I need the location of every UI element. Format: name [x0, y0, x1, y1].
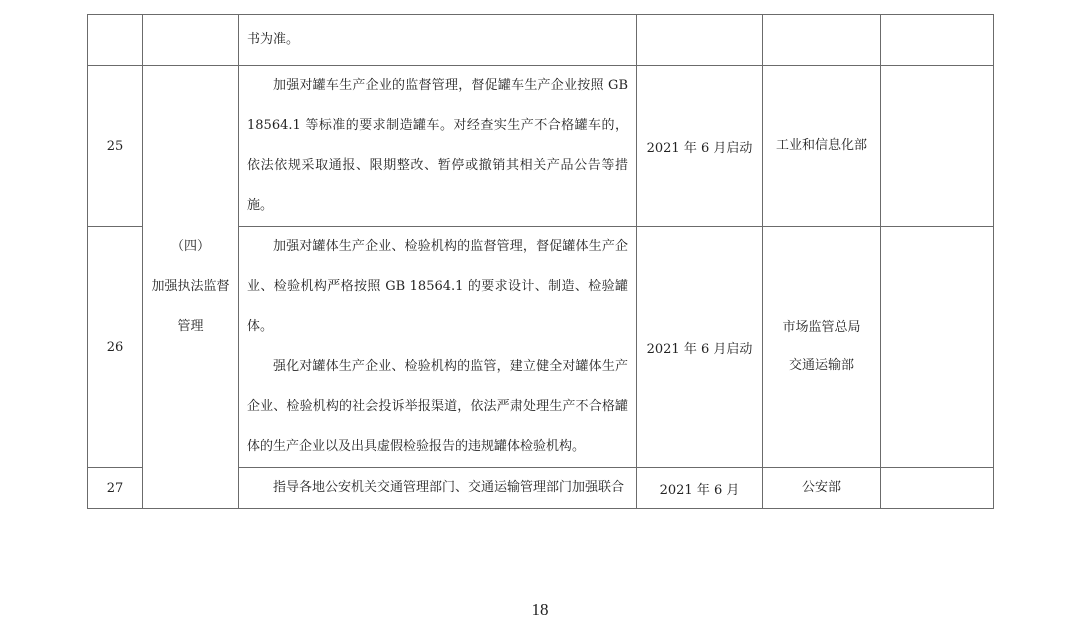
content-paragraph: 加强对罐体生产企业、检验机构的监督管理，督促罐体生产企业、检验机构严格按照 GB 18564.1 的要求设计、制造、检验罐体。 — [247, 239, 628, 334]
note-cell — [881, 468, 994, 509]
category-title-line1: 加强执法监督 — [151, 279, 230, 294]
note-cell — [881, 227, 994, 468]
category-index: （四） — [170, 239, 210, 254]
category-title-line2: 管理 — [177, 319, 204, 334]
content-paragraph: 指导各地公安机关交通管理部门、交通运输管理部门加强联合 — [273, 480, 625, 495]
department-cell — [763, 227, 881, 468]
row-number-cell — [88, 15, 143, 66]
table-row-previous — [88, 15, 994, 66]
content-paragraph: 加强对罐车生产企业的监督管理，督促罐车生产企业按照 GB 18564.1 等标准的要求制造罐车。对经查实生产不合格罐车的，依法依规采取通报、限期整改、暂停或撤销其相关产品公告等措施。 — [247, 78, 628, 213]
row-number-cell: 25 — [88, 66, 143, 227]
department-cell: 公安部 — [763, 468, 881, 509]
time-cell: 2021 年 6 月 — [637, 468, 763, 509]
content-paragraph: 强化对罐体生产企业、检验机构的监管，建立健全对罐体生产企业、检验机构的社会投诉举报渠道，依法严肃处理生产不合格罐体的生产企业以及出具虚假检验报告的违规罐体检验机构。 — [247, 359, 628, 454]
content-paragraph: 书为准。 — [247, 32, 300, 47]
content-cell — [239, 15, 637, 66]
category-cell — [143, 66, 239, 509]
category-cell — [143, 15, 239, 66]
row-number-cell: 26 — [88, 227, 143, 468]
content-cell — [239, 66, 637, 227]
time-cell — [637, 15, 763, 66]
row-number-cell: 27 — [88, 468, 143, 509]
time-cell: 2021 年 6 月启动 — [637, 66, 763, 227]
task-table — [87, 14, 994, 509]
department-cell: 工业和信息化部 — [763, 66, 881, 227]
content-cell — [239, 468, 637, 509]
department-cell — [763, 15, 881, 66]
note-cell — [881, 66, 994, 227]
page-number: 18 — [531, 600, 549, 619]
department-name: 交通运输部 — [788, 358, 854, 373]
time-cell: 2021 年 6 月启动 — [637, 227, 763, 468]
department-name: 市场监管总局 — [782, 320, 861, 335]
note-cell — [881, 15, 994, 66]
table-row-25 — [88, 66, 994, 227]
content-cell — [239, 227, 637, 468]
